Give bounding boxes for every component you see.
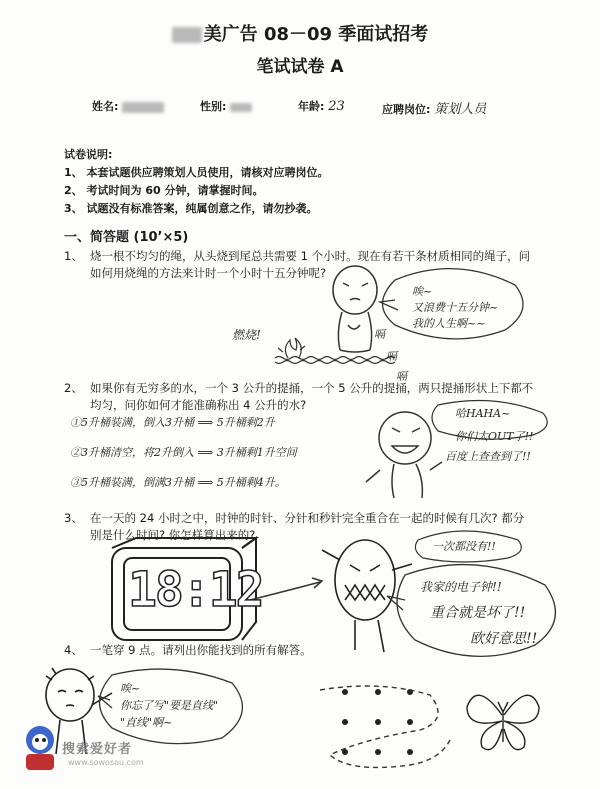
exam-subtitle: 笔试试卷 A <box>256 57 344 77</box>
gender-field: 性别: <box>200 98 252 114</box>
laugh-text: 嗝 <box>396 370 407 383</box>
bubble-text-3a: 我家的电子钟!! <box>420 580 502 594</box>
stick-figure-3 <box>322 540 412 652</box>
bubble-text-2b: 你们太OUT了!! <box>455 430 534 443</box>
watermark-mascot-icon <box>26 726 54 770</box>
name-field: 姓名: <box>92 98 164 114</box>
clock-digits: 18:12 <box>128 562 263 618</box>
butterfly-icon <box>467 695 539 749</box>
instruction-item: 3、 试题没有标准答案，纯属创意之作，请勿抄袭。 <box>64 202 318 215</box>
stick-figure-1 <box>333 266 377 352</box>
bubble-text-2a: 哈HAHA~ <box>455 407 511 420</box>
question-3: 3、 在一天的 24 小时之中，时钟的时针、分针和秒针完全重合在一起的时候有几次? 都分 别是什么时间? 你怎样算出来的? <box>64 511 525 542</box>
bubble-text-3-top: 一次都没有!! <box>432 540 496 553</box>
age-field: 年龄: 23 <box>298 99 345 114</box>
stick-figure-2 <box>366 412 442 498</box>
section-title: 一、简答题 (10’×5) <box>64 230 189 245</box>
question-1: 1、 烧一根不均匀的绳，从头烧到尾总共需要 1 个小时。现在有若干条材质相同的绳子，问 如何用烧绳的方法来计时一个小时十五分钟呢? <box>64 249 531 280</box>
dashed-path-doodle <box>320 686 450 767</box>
watermark-text: 搜索爱好者 <box>62 742 133 757</box>
question-2: 2、 如果你有无穷多的水，一个 3 公升的提捅，一个 5 公升的提捅，两只提捅形状上下都不 均匀，问你如何才能准确称出 4 公升的水? <box>64 381 534 412</box>
bubble-text-3b: 重合就是坏了!! <box>430 605 526 621</box>
laugh-text: 嗝 <box>386 350 397 363</box>
laugh-text: 嗝 <box>374 328 385 341</box>
bubble-text-4: 唉~ 你忘了写"要是直线" "直线"啊~ <box>120 682 219 729</box>
instructions-heading: 试卷说明: <box>64 148 113 161</box>
bubble-text-3c: 欧好意思!! <box>470 631 538 647</box>
answer-line: ②3升桶清空，将2升倒入 ⟹ 3升桶剩1升空间 <box>70 446 297 459</box>
answer-line: ③5升桶装满，倒满3升桶 ⟹ 5升桶剩4升。 <box>70 476 286 489</box>
burn-exclaim: 燃烧! <box>232 328 261 342</box>
instruction-item: 2、 考试时间为 60 分钟，请掌握时间。 <box>64 184 264 197</box>
bubble-text-1: 唉~ 又浪费十五分钟~ 我的人生啊~~ <box>412 285 499 330</box>
position-field: 应聘岗位: 策划人员 <box>382 102 487 117</box>
rope-doodle <box>275 357 395 364</box>
watermark-url: www.sowosou.com <box>68 758 144 767</box>
question-4: 4、 一笔穿 9 点。请列出你能找到的所有解答。 <box>64 643 312 657</box>
fire-icon <box>278 338 305 358</box>
bubble-text-2c: 百度上查查到了!! <box>445 450 531 463</box>
instruction-item: 1、 本套试题供应聘策划人员使用，请核对应聘岗位。 <box>64 166 329 179</box>
exam-title: 美广告 08－09 季面试招考 <box>0 20 600 46</box>
answer-line: ①5升桶装满，倒入3升桶 ⟹ 5升桶剩2升 <box>70 416 275 429</box>
